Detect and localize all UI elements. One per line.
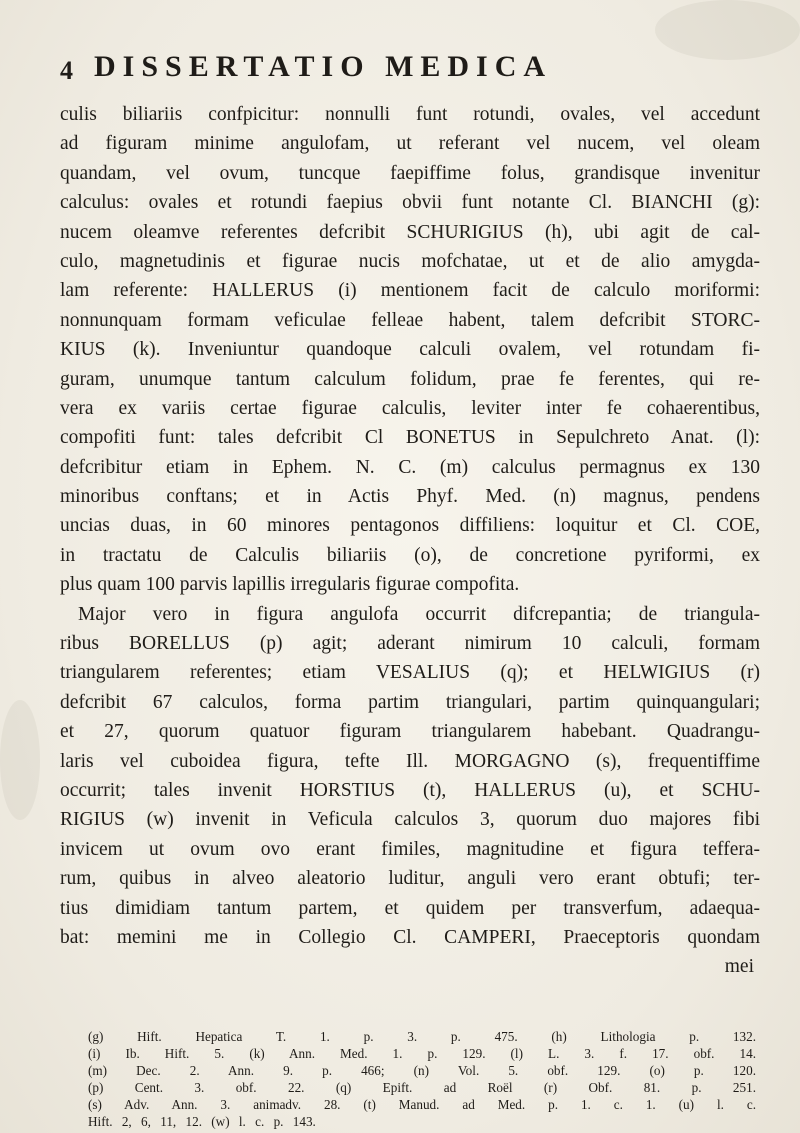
catchword: mei	[724, 956, 754, 978]
paper-stain	[0, 700, 40, 820]
text-line: rum, quibus in alveo aleatorio luditur, anguli vero erant obtufi; ter-	[60, 868, 760, 890]
footnote-line: (m) Dec. 2. Ann. 9. p. 466; (n) Vol. 5. obf. 129. (o) p. 120.	[88, 1063, 756, 1078]
text-line: in tractatu de Calculis biliariis (o), de concretione pyriformi, ex	[60, 544, 760, 566]
text-line: Major vero in figura angulofa occurrit difcrepantia; de triangula-	[78, 603, 760, 625]
text-line: KIUS (k). Inveniuntur quandoque calculi ovalem, vel rotundam fi-	[60, 339, 760, 361]
text-line: culo, magnetudinis et figurae nucis mofchatae, ut et de alio amygda-	[60, 250, 760, 272]
text-line: laris vel cuboidea figura, tefte Ill. MORGAGNO (s), frequentiffime	[60, 750, 760, 772]
text-line: ad figuram minime angulofam, ut referant vel nucem, vel oleam	[60, 133, 760, 155]
footnote-line: (s) Adv. Ann. 3. animadv. 28. (t) Manud. ad Med. p. 1. c. 1. (u) l. c.	[88, 1097, 756, 1112]
text-line: defcribitur etiam in Ephem. N. C. (m) calculus permagnus ex 130	[60, 456, 760, 478]
text-line: bat: memini me in Collegio Cl. CAMPERI, Praeceptoris quondam	[60, 926, 760, 948]
text-line: vera ex variis certae figurae calculis, leviter inter fe cohaerentibus,	[60, 397, 760, 419]
text-line: tius dimidiam tantum partem, et quidem per transverfum, adaequa-	[60, 897, 760, 919]
footnote-line: (i) Ib. Hift. 5. (k) Ann. Med. 1. p. 129. (l) L. 3. f. 17. obf. 14.	[88, 1046, 756, 1061]
footnotes	[88, 1028, 756, 1130]
text-line: quandam, vel ovum, tuncque faepiffime folus, grandisque invenitur	[60, 162, 760, 184]
text-line: occurrit; tales invenit HORSTIUS (t), HALLERUS (u), et SCHU-	[60, 779, 760, 801]
footnote-line: (p) Cent. 3. obf. 22. (q) Epift. ad Roël (r) Obf. 81. p. 251.	[88, 1080, 756, 1095]
text-line: invicem ut ovum ovo erant fimiles, magnitudine et figura teffera-	[60, 838, 760, 860]
text-line: uncias duas, in 60 minores pentagonos diffiliens: loquitur et Cl. COE,	[60, 515, 760, 537]
text-line: nonnunquam formam veficulae felleae habent, talem defcribit STORC-	[60, 309, 760, 331]
page-header	[60, 50, 750, 90]
text-line: compofiti funt: tales defcribit Cl BONETUS in Sepulchreto Anat. (l):	[60, 427, 760, 449]
text-line: et 27, quorum quatuor figuram triangularem habebant. Quadrangu-	[60, 721, 760, 743]
text-line: calculus: ovales et rotundi faepius obvii funt notante Cl. BIANCHI (g):	[60, 192, 760, 214]
text-line: plus quam 100 parvis lapillis irregularis figurae compofita.	[60, 574, 520, 596]
text-line: lam referente: HALLERUS (i) mentionem facit de calculo moriformi:	[60, 280, 760, 302]
footnote-line: (g) Hift. Hepatica T. 1. p. 3. p. 475. (h) Lithologia p. 132.	[88, 1029, 756, 1044]
text-line: defcribit 67 calculos, forma partim triangulari, partim quinquangulari;	[60, 691, 760, 713]
text-line: triangularem referentes; etiam VESALIUS (q); et HELWIGIUS (r)	[60, 662, 760, 684]
running-title: DISSERTATIO MEDICA	[94, 50, 553, 83]
text-line: culis biliariis confpicitur: nonnulli funt rotundi, ovales, vel accedunt	[60, 104, 760, 125]
body-text	[60, 100, 760, 982]
text-line: guram, unumque tantum calculum folidum, prae fe ferentes, qui re-	[60, 368, 760, 390]
text-line: ribus BORELLUS (p) agit; aderant nimirum 10 calculi, formam	[60, 633, 760, 655]
page-number: 4	[60, 56, 73, 85]
text-line: minoribus conftans; et in Actis Phyf. Med. (n) magnus, pendens	[60, 486, 760, 508]
text-line: nucem oleamve referentes defcribit SCHURIGIUS (h), ubi agit de cal-	[60, 221, 760, 243]
footnote-line: Hift. 2, 6, 11, 12. (w) l. c. p. 143.	[88, 1114, 316, 1129]
text-line: RIGIUS (w) invenit in Veficula calculos 3, quorum duo majores fibi	[60, 809, 760, 831]
